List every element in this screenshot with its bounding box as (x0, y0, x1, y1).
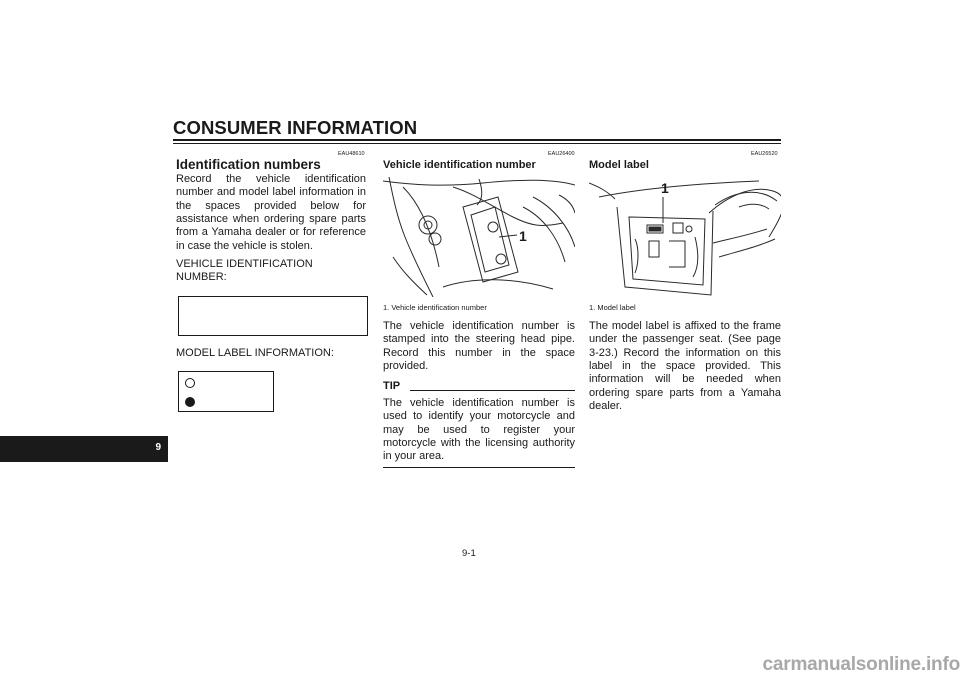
model-label-record-box[interactable] (178, 371, 274, 412)
chapter-number: 9 (155, 442, 161, 453)
callout-number: 1 (661, 180, 669, 196)
figure-caption: 1. Vehicle identification number (383, 303, 487, 312)
tip-label: TIP (383, 380, 401, 392)
section-heading: Identification numbers (176, 157, 321, 172)
filled-circle-icon (185, 397, 195, 407)
title-rule-thin (173, 143, 781, 144)
vin-record-box[interactable] (178, 296, 368, 336)
open-circle-icon (185, 378, 195, 388)
steering-head-drawing (383, 177, 575, 297)
section-heading: Model label (589, 159, 649, 171)
frame-under-seat-drawing (589, 177, 781, 297)
tip-paragraph: The vehicle identification number is used to identify your motorcycle and may be used to register your motorcycle with the licensing authority in your area. (383, 397, 575, 463)
model-label-illustration (589, 177, 781, 297)
vin-label (176, 258, 366, 285)
tip-rule-bottom (383, 467, 575, 468)
title-rule (173, 139, 781, 141)
model-label-paragraph: The model label is affixed to the frame under the passenger seat. (See page 3-23.) Record the information on this label in the space provided. This information will be needed when ordering spare parts from a Yamaha dealer. (589, 320, 781, 413)
section-heading: Vehicle identification number (383, 159, 536, 171)
vin-location-illustration (383, 177, 575, 297)
vin-label-line1: VEHICLE IDENTIFICATION (176, 258, 313, 270)
page-title: CONSUMER INFORMATION (173, 117, 418, 138)
tip-rule-top (410, 390, 575, 391)
vin-paragraph: The vehicle identification number is stamped into the steering head pipe. Record this number in the space provided. (383, 320, 575, 373)
watermark[interactable]: carmanualsonline.info (762, 654, 960, 675)
figure-caption: 1. Model label (589, 303, 636, 312)
section-code: EAU26400 (548, 151, 575, 157)
callout-number: 1 (519, 228, 527, 244)
section-code: EAU26520 (751, 151, 778, 157)
chapter-tab[interactable] (0, 436, 168, 462)
intro-paragraph: Record the vehicle identification number and model label information in the spaces provided below for assistance when ordering spare parts from a Yamaha dealer or for reference in case the vehicle is stolen. (176, 173, 366, 252)
vin-label-line2: NUMBER: (176, 271, 227, 284)
model-label-info-title: MODEL LABEL INFORMATION: (176, 347, 334, 359)
section-code: EAU48610 (338, 151, 365, 157)
page-number: 9-1 (462, 548, 476, 559)
